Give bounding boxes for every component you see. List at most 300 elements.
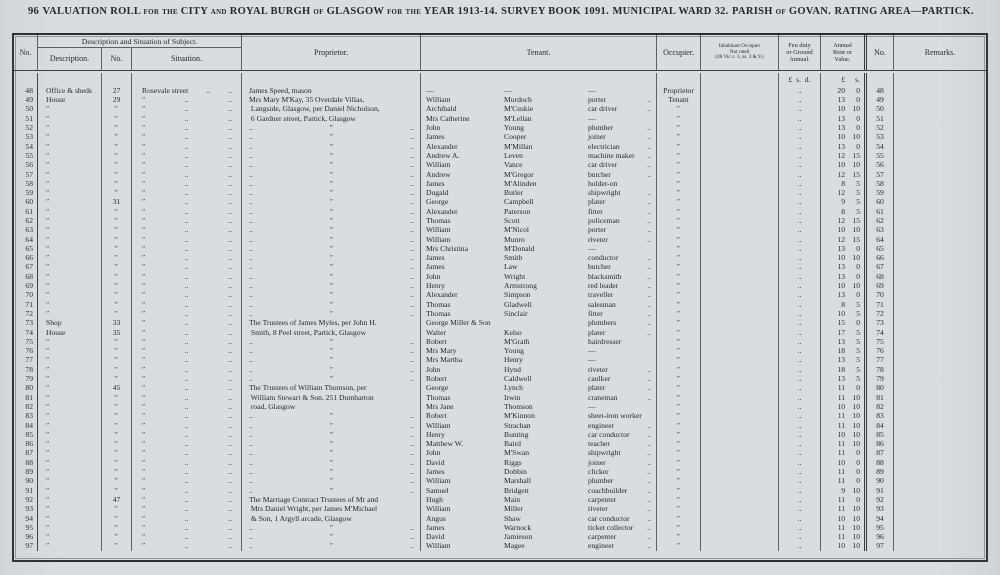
tenant-cell bbox=[421, 495, 657, 504]
remarks-cell bbox=[894, 216, 986, 225]
feu-duty-cell: .. bbox=[779, 356, 821, 365]
rent-shillings: 5 bbox=[856, 178, 860, 188]
annual-rent-cell bbox=[821, 188, 867, 197]
description-cell: ″ bbox=[38, 281, 102, 290]
situation-cell: ″ .. .. bbox=[132, 244, 242, 253]
table-row bbox=[14, 458, 986, 467]
column-header-annual-rent: Annual Rent or Value. bbox=[821, 35, 867, 70]
occupier-cell: ″ bbox=[657, 495, 701, 504]
description-cell: ″ bbox=[38, 225, 102, 234]
rent-shillings: 0 bbox=[856, 113, 860, 123]
remarks-cell bbox=[894, 504, 986, 513]
rent-shillings: 10 bbox=[852, 522, 860, 532]
tenant-cell bbox=[421, 532, 657, 541]
inhabitant-occupier-cell bbox=[701, 244, 779, 253]
situation-cell: ″ .. .. bbox=[132, 179, 242, 188]
inhabitant-occupier-cell bbox=[701, 263, 779, 272]
description-cell: ″ bbox=[38, 421, 102, 430]
tenant-cell bbox=[421, 151, 657, 160]
table-row bbox=[14, 476, 986, 485]
situation-cell: ″ .. .. bbox=[132, 235, 242, 244]
feu-duty-cell: .. bbox=[779, 179, 821, 188]
tenant-surname: Bridgett bbox=[504, 485, 529, 495]
rent-pounds: 12 bbox=[837, 150, 845, 160]
table-row bbox=[14, 291, 986, 300]
rent-pounds: 12 bbox=[837, 169, 845, 179]
proprietor-cell: .. ″ .. bbox=[242, 244, 421, 253]
street-number-cell: 29 bbox=[102, 95, 132, 104]
tenant-occupation: butcher .. bbox=[588, 262, 651, 272]
annual-rent-cell bbox=[821, 356, 867, 365]
row-number-right: 64 bbox=[867, 235, 894, 244]
feu-duty-cell: .. bbox=[779, 365, 821, 374]
situation-cell: Rosevale street .. .. bbox=[132, 86, 242, 95]
annual-rent-cell bbox=[821, 486, 867, 495]
occupier-cell: ″ bbox=[657, 253, 701, 262]
rent-pounds: 11 bbox=[837, 383, 845, 393]
table-row bbox=[14, 532, 986, 541]
tenant-first-name: Thomas bbox=[426, 392, 451, 402]
rent-shillings: 5 bbox=[856, 188, 860, 198]
row-number-left: 88 bbox=[14, 458, 38, 467]
tenant-surname: Vance bbox=[504, 160, 523, 170]
row-number-left: 75 bbox=[14, 337, 38, 346]
street-number-cell: ″ bbox=[102, 421, 132, 430]
description-cell: ″ bbox=[38, 151, 102, 160]
feu-duty-cell: .. bbox=[779, 291, 821, 300]
feu-duty-cell: .. bbox=[779, 170, 821, 179]
rent-pounds: 13 bbox=[837, 113, 845, 123]
tenant-first-name: James bbox=[426, 262, 445, 272]
description-cell: ″ bbox=[38, 476, 102, 485]
rent-pounds: 13 bbox=[837, 243, 845, 253]
tenant-first-name: Archibald bbox=[426, 104, 457, 114]
tenant-occupation: clicker .. bbox=[588, 467, 651, 477]
annual-rent-cell bbox=[821, 523, 867, 532]
tenant-surname: Paterson bbox=[504, 206, 531, 216]
column-header-proprietor: Proprietor. bbox=[242, 35, 421, 70]
description-cell: ″ bbox=[38, 486, 102, 495]
occupier-cell: ″ bbox=[657, 421, 701, 430]
annual-rent-cell bbox=[821, 476, 867, 485]
feu-duty-cell: .. bbox=[779, 495, 821, 504]
feu-duty-cell: .. bbox=[779, 328, 821, 337]
situation-cell: ″ .. .. bbox=[132, 300, 242, 309]
annual-rent-cell bbox=[821, 458, 867, 467]
remarks-cell bbox=[894, 365, 986, 374]
row-number-left: 76 bbox=[14, 346, 38, 355]
tenant-cell bbox=[421, 198, 657, 207]
tenant-occupation: sheet-iron worker bbox=[588, 411, 642, 421]
remarks-cell bbox=[894, 160, 986, 169]
table-row bbox=[14, 421, 986, 430]
rent-shillings: 10 bbox=[852, 485, 860, 495]
row-number-left: 49 bbox=[14, 95, 38, 104]
occupier-cell: ″ bbox=[657, 384, 701, 393]
row-number-right: 58 bbox=[867, 179, 894, 188]
tenant-surname: M'Lellan bbox=[504, 113, 532, 123]
rent-shillings: 15 bbox=[852, 169, 860, 179]
table-row bbox=[14, 328, 986, 337]
row-number-left: 79 bbox=[14, 374, 38, 383]
annual-rent-cell bbox=[821, 542, 867, 551]
tenant-cell bbox=[421, 337, 657, 346]
street-number-cell: 45 bbox=[102, 384, 132, 393]
description-cell: ″ bbox=[38, 105, 102, 114]
situation-cell: ″ .. .. bbox=[132, 365, 242, 374]
feu-duty-cell: .. bbox=[779, 207, 821, 216]
inhabitant-occupier-cell bbox=[701, 467, 779, 476]
table-row bbox=[14, 430, 986, 439]
street-number-cell: ″ bbox=[102, 467, 132, 476]
table-row bbox=[14, 272, 986, 281]
parish: PARISH of GOVAN. bbox=[732, 6, 832, 17]
column-header-feu-duty: Feu duty or Ground Annual. bbox=[779, 35, 821, 70]
rent-pounds: 10 bbox=[837, 225, 845, 235]
situation-cell: ″ .. .. bbox=[132, 467, 242, 476]
remarks-cell bbox=[894, 346, 986, 355]
street-number-cell: ″ bbox=[102, 244, 132, 253]
remarks-cell bbox=[894, 291, 986, 300]
remarks-cell bbox=[894, 207, 986, 216]
tenant-first-name: Dugald bbox=[426, 188, 449, 198]
tenant-first-name: George Miller & Son bbox=[426, 318, 491, 328]
row-number-left: 94 bbox=[14, 514, 38, 523]
table-row bbox=[14, 439, 986, 448]
rent-shillings: 5 bbox=[856, 299, 860, 309]
tenant-first-name: Mrs Christina bbox=[426, 243, 468, 253]
annual-rent-cell bbox=[821, 300, 867, 309]
rent-pounds: 11 bbox=[837, 439, 845, 449]
table-row bbox=[14, 374, 986, 383]
table-row bbox=[14, 486, 986, 495]
annual-rent-cell bbox=[821, 281, 867, 290]
remarks-cell bbox=[894, 225, 986, 234]
rent-shillings: 10 bbox=[852, 504, 860, 514]
tenant-occupation: fitter .. bbox=[588, 308, 651, 318]
column-header-inhabitant-occupier: Inhabitant Occupier Not rated (48 Vic c. 3, ss. 3 & 9.) bbox=[701, 35, 779, 70]
description-cell: ″ bbox=[38, 272, 102, 281]
tenant-surname: Scott bbox=[504, 216, 520, 225]
remarks-cell bbox=[894, 132, 986, 141]
proprietor-cell: .. ″ .. bbox=[242, 486, 421, 495]
tenant-surname: M'Grath bbox=[504, 336, 530, 346]
street-number-cell: ″ bbox=[102, 346, 132, 355]
remarks-cell bbox=[894, 356, 986, 365]
street-number-cell: ″ bbox=[102, 476, 132, 485]
street-number-cell: ″ bbox=[102, 486, 132, 495]
row-number-left: 73 bbox=[14, 318, 38, 327]
table-row bbox=[14, 309, 986, 318]
proprietor-cell: .. ″ .. bbox=[242, 123, 421, 132]
rent-shillings: 10 bbox=[852, 392, 860, 402]
inhabitant-occupier-cell bbox=[701, 170, 779, 179]
annual-rent-cell bbox=[821, 105, 867, 114]
occupier-cell: ″ bbox=[657, 328, 701, 337]
table-row bbox=[14, 216, 986, 225]
row-number-left: 81 bbox=[14, 393, 38, 402]
tenant-occupation: conductor .. bbox=[588, 253, 651, 263]
description-cell: ″ bbox=[38, 188, 102, 197]
rent-shillings: 5 bbox=[856, 197, 860, 207]
row-number-left: 58 bbox=[14, 179, 38, 188]
description-cell: ″ bbox=[38, 542, 102, 551]
tenant-surname: Wright bbox=[504, 271, 526, 281]
annual-rent-cell bbox=[821, 170, 867, 179]
rent-shillings: 10 bbox=[852, 401, 860, 411]
remarks-cell bbox=[894, 281, 986, 290]
street-number-cell: ″ bbox=[102, 523, 132, 532]
occupier-cell: ″ bbox=[657, 281, 701, 290]
tenant-first-name: Robert bbox=[426, 336, 447, 346]
tenant-cell bbox=[421, 467, 657, 476]
table-row bbox=[14, 188, 986, 197]
street-number-cell: ″ bbox=[102, 253, 132, 262]
row-number-left: 50 bbox=[14, 105, 38, 114]
tenant-first-name: Robert bbox=[426, 374, 447, 384]
remarks-cell bbox=[894, 151, 986, 160]
inhabitant-occupier-cell bbox=[701, 384, 779, 393]
annual-rent-cell bbox=[821, 411, 867, 420]
tenant-occupation: craneman .. bbox=[588, 392, 651, 402]
situation-cell: ″ .. .. bbox=[132, 95, 242, 104]
street-number-cell: ″ bbox=[102, 160, 132, 169]
feu-duty-cell: .. bbox=[779, 542, 821, 551]
occupier-cell: ″ bbox=[657, 225, 701, 234]
tenant-surname: Caldwell bbox=[504, 374, 532, 384]
column-header-no-left: No. bbox=[14, 35, 38, 70]
rent-pounds: 13 bbox=[837, 123, 845, 133]
row-number-left: 78 bbox=[14, 365, 38, 374]
proprietor-cell: .. ″ .. bbox=[242, 207, 421, 216]
row-number-right: 63 bbox=[867, 225, 894, 234]
situation-cell: ″ .. .. bbox=[132, 346, 242, 355]
rent-pounds: 8 bbox=[841, 206, 845, 216]
rent-pounds: 10 bbox=[837, 281, 845, 291]
rent-pounds: 18 bbox=[837, 346, 845, 356]
annual-rent-cell bbox=[821, 160, 867, 169]
tenant-cell bbox=[421, 542, 657, 551]
proprietor-cell: William Stewart & Son, 251 Dumbarton bbox=[242, 393, 421, 402]
rent-pounds: 11 bbox=[837, 392, 845, 402]
occupier-cell: ″ bbox=[657, 374, 701, 383]
column-header-occupier: Occupier. bbox=[657, 35, 701, 70]
row-number-left: 65 bbox=[14, 244, 38, 253]
inhabitant-occupier-cell bbox=[701, 123, 779, 132]
tenant-occupation: machine maker .. bbox=[588, 150, 651, 160]
tenant-occupation: — bbox=[588, 401, 596, 411]
tenant-cell bbox=[421, 486, 657, 495]
row-number-left: 48 bbox=[14, 86, 38, 95]
proprietor-cell: .. ″ .. bbox=[242, 467, 421, 476]
tenant-cell bbox=[421, 476, 657, 485]
row-number-right: 53 bbox=[867, 132, 894, 141]
page-header bbox=[28, 6, 974, 26]
row-number-right: 93 bbox=[867, 504, 894, 513]
street-number-cell: ″ bbox=[102, 132, 132, 141]
tenant-cell bbox=[421, 179, 657, 188]
tenant-occupation: traveller .. bbox=[588, 290, 651, 300]
proprietor-cell: .. ″ .. bbox=[242, 523, 421, 532]
rent-pounds: 11 bbox=[837, 411, 845, 421]
inhabitant-occupier-cell bbox=[701, 337, 779, 346]
remarks-cell bbox=[894, 374, 986, 383]
situation-cell: ″ .. .. bbox=[132, 291, 242, 300]
description-cell: ″ bbox=[38, 467, 102, 476]
feu-duty-cell: .. bbox=[779, 337, 821, 346]
remarks-cell bbox=[894, 542, 986, 551]
inhabitant-occupier-cell bbox=[701, 272, 779, 281]
feu-duty-cell: .. bbox=[779, 160, 821, 169]
tenant-first-name: Thomas bbox=[426, 308, 451, 318]
table-row bbox=[14, 225, 986, 234]
occupier-cell: ″ bbox=[657, 356, 701, 365]
remarks-cell bbox=[894, 328, 986, 337]
annual-rent-cell bbox=[821, 467, 867, 476]
rent-pounds: 13 bbox=[837, 374, 845, 384]
tenant-surname: Thomson bbox=[504, 401, 533, 411]
feu-duty-cell: .. bbox=[779, 281, 821, 290]
tenant-cell bbox=[421, 132, 657, 141]
inhabitant-occupier-cell bbox=[701, 532, 779, 541]
inhabitant-occupier-cell bbox=[701, 411, 779, 420]
remarks-cell bbox=[894, 384, 986, 393]
remarks-cell bbox=[894, 179, 986, 188]
description-cell: Shop bbox=[38, 318, 102, 327]
tenant-surname: M'Kinnon bbox=[504, 411, 535, 421]
remarks-cell bbox=[894, 439, 986, 448]
feu-units-label: £ s. d. bbox=[779, 73, 821, 86]
tenant-occupation: carpenter .. bbox=[588, 532, 651, 542]
rent-shillings: 0 bbox=[856, 494, 860, 504]
row-number-left: 61 bbox=[14, 207, 38, 216]
column-header-tenant: Tenant. bbox=[421, 35, 657, 70]
street-number-cell: ″ bbox=[102, 542, 132, 551]
rent-shillings: 0 bbox=[856, 123, 860, 133]
rent-shillings: 10 bbox=[852, 225, 860, 235]
remarks-cell bbox=[894, 188, 986, 197]
feu-duty-cell: .. bbox=[779, 439, 821, 448]
tenant-first-name: Mrs Jane bbox=[426, 401, 454, 411]
rent-pounds: 13 bbox=[837, 355, 845, 365]
tenant-occupation: plumber .. bbox=[588, 476, 651, 486]
inhabitant-occupier-cell bbox=[701, 495, 779, 504]
tenant-cell bbox=[421, 188, 657, 197]
row-number-right: 86 bbox=[867, 439, 894, 448]
tenant-first-name: Andrew A. bbox=[426, 150, 460, 160]
proprietor-cell: .. ″ .. bbox=[242, 216, 421, 225]
proprietor-cell: .. ″ .. bbox=[242, 291, 421, 300]
annual-rent-cell bbox=[821, 430, 867, 439]
feu-duty-cell: .. bbox=[779, 253, 821, 262]
inhabitant-occupier-cell bbox=[701, 402, 779, 411]
rent-shillings: 0 bbox=[856, 383, 860, 393]
rent-pounds: 12 bbox=[837, 216, 845, 225]
annual-rent-cell bbox=[821, 123, 867, 132]
annual-rent-cell bbox=[821, 291, 867, 300]
feu-duty-cell: .. bbox=[779, 421, 821, 430]
tenant-first-name: James bbox=[426, 132, 445, 142]
tenant-occupation: engineer .. bbox=[588, 420, 651, 430]
proprietor-cell: road, Glasgow bbox=[242, 402, 421, 411]
row-number-left: 71 bbox=[14, 300, 38, 309]
description-cell: ″ bbox=[38, 439, 102, 448]
occupier-cell: Tenant bbox=[657, 95, 701, 104]
annual-rent-cell bbox=[821, 142, 867, 151]
situation-cell: ″ .. .. bbox=[132, 272, 242, 281]
description-cell: ″ bbox=[38, 430, 102, 439]
description-cell: ″ bbox=[38, 142, 102, 151]
tenant-surname: Sinclair bbox=[504, 308, 528, 318]
description-cell: ″ bbox=[38, 514, 102, 523]
tenant-occupation: car driver .. bbox=[588, 160, 651, 170]
tenant-surname: Cooper bbox=[504, 132, 527, 142]
occupier-cell: ″ bbox=[657, 476, 701, 485]
annual-rent-cell bbox=[821, 132, 867, 141]
street-number-cell: ″ bbox=[102, 179, 132, 188]
situation-cell: ″ .. .. bbox=[132, 105, 242, 114]
tenant-first-name: William bbox=[426, 95, 451, 105]
tenant-occupation: car conductor .. bbox=[588, 429, 651, 439]
feu-duty-cell: .. bbox=[779, 300, 821, 309]
occupier-cell: ″ bbox=[657, 542, 701, 551]
rent-pounds: 11 bbox=[837, 467, 845, 477]
situation-cell: ″ .. .. bbox=[132, 542, 242, 551]
inhabitant-occupier-cell bbox=[701, 198, 779, 207]
annual-rent-cell bbox=[821, 207, 867, 216]
table-row bbox=[14, 449, 986, 458]
occupier-cell: ″ bbox=[657, 216, 701, 225]
tenant-cell bbox=[421, 328, 657, 337]
proprietor-cell: Smith, 8 Peel street, Partick, Glasgow bbox=[242, 328, 421, 337]
tenant-cell bbox=[421, 439, 657, 448]
rent-pounds: 12 bbox=[837, 234, 845, 244]
description-cell: ″ bbox=[38, 179, 102, 188]
tenant-first-name: David bbox=[426, 457, 445, 467]
occupier-cell: ″ bbox=[657, 402, 701, 411]
tenant-first-name: Thomas bbox=[426, 299, 451, 309]
feu-duty-cell: .. bbox=[779, 486, 821, 495]
occupier-cell: ″ bbox=[657, 346, 701, 355]
proprietor-cell: .. ″ .. bbox=[242, 449, 421, 458]
rent-shillings: 15 bbox=[852, 216, 860, 225]
tenant-cell bbox=[421, 458, 657, 467]
situation-cell: ″ .. .. bbox=[132, 188, 242, 197]
table-row bbox=[14, 318, 986, 327]
rent-pounds: 9 bbox=[841, 485, 845, 495]
occupier-cell: ″ bbox=[657, 365, 701, 374]
occupier-cell: ″ bbox=[657, 160, 701, 169]
row-number-left: 68 bbox=[14, 272, 38, 281]
annual-rent-cell bbox=[821, 495, 867, 504]
tenant-cell bbox=[421, 123, 657, 132]
tenant-cell bbox=[421, 365, 657, 374]
rent-shillings: 15 bbox=[852, 150, 860, 160]
tenant-cell bbox=[421, 309, 657, 318]
tenant-surname: Irwin bbox=[504, 392, 521, 402]
row-number-left: 55 bbox=[14, 151, 38, 160]
remarks-cell bbox=[894, 430, 986, 439]
inhabitant-occupier-cell bbox=[701, 476, 779, 485]
tenant-occupation: riveter .. bbox=[588, 234, 651, 244]
street-number-cell: ″ bbox=[102, 114, 132, 123]
situation-cell: ″ .. .. bbox=[132, 132, 242, 141]
annual-rent-cell bbox=[821, 365, 867, 374]
proprietor-cell: .. ″ .. bbox=[242, 365, 421, 374]
tenant-first-name: William bbox=[426, 160, 451, 170]
tenant-occupation: — bbox=[588, 346, 596, 356]
description-cell: ″ bbox=[38, 123, 102, 132]
